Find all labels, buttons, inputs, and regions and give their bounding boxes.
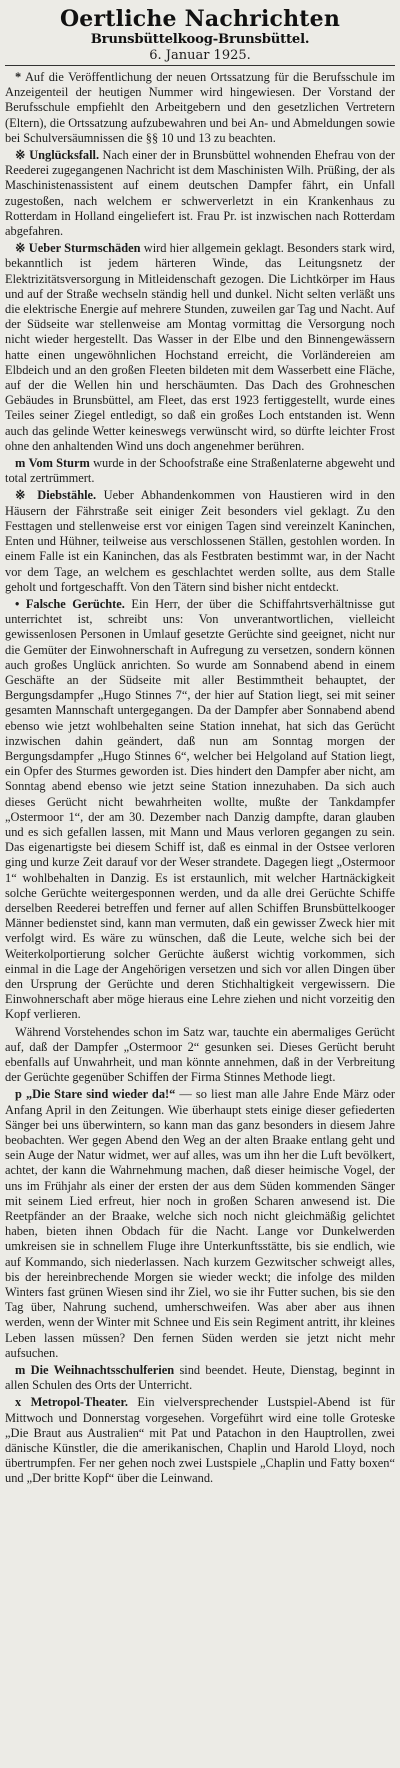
article-mark: *	[15, 70, 22, 84]
article-mark: x	[15, 1395, 22, 1410]
article-heading: Die Weihnachtsschulferien	[30, 1363, 175, 1378]
article-heading: Metropol-Theater.	[30, 1395, 128, 1410]
article-text: — so liest man alle Jahre Ende März oder Anfang April in den Zeitungen. Wie überhaupt stets einige dieser gefiederten Sänger bei uns überwintern, so kann man das ganz besonders in diesem Jahre beobachten. Wer gegen Abend den Weg an der alten Braake entlang geht und sein Auge der Natur widmet, wer auf alles, was um ihn her die Luft bevölkert, achtet, der kann die Wahrnehmung machen, daß dieser heimische Vogel, der uns im Frühjahr als einer der ersten der aus dem Süden kommenden Sänger mit seinem Lied erfreut, hier noch in großen Scharen anwesend ist. Die Reetpfänder an der Braake, welche sich noch nicht gleichmäßig gelichtet haben, bieten ihnen Obdach für die Nacht. Lange vor Dunkelwerden umkreisen sie in schnellem Fluge ihre Unterkunftsstätte, bis sie endlich, wie auf Kommando, sich niederlassen. Nach kurzem Gezwitscher schweigt alles, bis der hereinbrechende Morgen sie wieder weckt; die infolge des milden Winters fast grünen Wiesen sind ihr Ziel, wo sie ihr Futter suchen, bis sie den Tag über, Nahrung suchend, umherschweifen. Was aber aber aus ihnen werden, wenn der Winter mit Schnee und Eis sein Regiment antritt, ihr kleines Leben lassen müssen? Den fernen Süden werden sie jetzt nicht mehr aufsuchen.	[5, 1087, 395, 1360]
article-column	[5, 70, 395, 1487]
article-text: sind beendet. Heute, Dienstag, beginnt in allen Schulen des Orts der Unterricht.	[5, 1363, 395, 1393]
article-heading: „Die Stare sind wieder da!“	[25, 1087, 176, 1102]
article-vom-sturm	[5, 456, 395, 486]
article-heading: Vom Sturm	[28, 456, 90, 471]
article-text: wird hier allgemein geklagt. Besonders stark wird, bekanntlich ist jedem härteren Winde, das Leitungsnetz der Elektrizitätsversorgung in Mitleidenschaft gezogen. Die Lichtkörper im Haus und auf der Straße wechseln ständig hell und dunkel. Nicht selten verläßt uns die elektrische Energie auf mehrere Stunden, zuweilen gar Tag und Nacht. Auf der Südseite war stellenweise am Montag vormittag die Versorgung noch nicht wieder hergestellt. Das Wasser in der Elbe und den Binnengewässern hatte einen ungewöhnlichen Hochstand erreicht, die Vorländereien am Elbdeich und an den großen Fleeten bildeten mit dem Wasserbett eine Fläche, auf der die Wellen hin und herschäumten. Das Dach des Grohneschen Gebäudes in Brunsbüttel, am Fleet, das erst 1923 fertiggestellt, wurde eines Teiles seiner Ziegel entledigt, so daß ein großes Loch entstanden ist. Wenn auch das gelinde Wetter keineswegs verwünscht wird, so dürfte leichter Frost ohne den anhaltenden Wind uns doch angenehmer berühren.	[5, 241, 395, 453]
article-metropol-theater	[5, 1395, 395, 1486]
article-falsche-geruechte	[5, 597, 395, 1023]
article-notice-berufsschule	[5, 70, 395, 146]
article-text: Ein Herr, der über die Schiffahrtsverhältnisse gut unterrichtet ist, schreibt uns: Von unverantwortlichen, vielleicht gewissenlosen Personen in Umlauf gesetzte Gerüchte sind geeignet, nicht nur die Gemüter der Einwohnerschaft in Aufregung zu versetzen, sondern können auch großes Unglück anrichten. So wurde am Sonnabend abend in einem Geschäfte an der Südseite mit aller Bestimmtheit behauptet, der Bergungsdampfer „Hugo Stinnes 7“, der hier auf Station liegt, sei mit seiner gesamten Mannschaft untergegangen. Da der Dampfer aber Sonnabend abend ebenso wie jetzt wohlbehalten seine Station innehat, hat sich das Gerücht inzwischen dahin geändert, daß nun am Sonntag morgen der Bergungsdampfer „Hugo Stinnes 6“, welcher bei Helgoland auf Station liegt, ein Opfer des Sturmes geworden ist. Dies hindert den Dampfer aber nicht, am Sonntag abend ebenso wie jetzt seine Station innezuhaben. Da sich auch dieses Gerücht nicht bewahrheiten wollte, mußte der Tankdampfer „Ostermoor 1“, der am 30. Dezember nach Danzig dampfte, daran glauben und es sich gefallen lassen, mit Mann und Maus verloren gegangen zu sein. Das eigenartigste bei diesem Schiff ist, daß es einmal in der Ostsee verloren ging und kurze Zeit darauf vor der Weser strandete. Dagegen liegt „Ostermoor 1“ wohlbehalten in Danzig. Es ist erstaunlich, mit welcher Hartnäckigkeit solche Gerüchte weitergesponnen werden, und da alle drei Gerüchte Schiffe derselben Reederei betreffen und ferner auf allen Schiffen Brunsbüttelkooger Männer bedienstet sind, kann man vermuten, daß ein gewisser Zweck hier mit verfolgt wird. Es wäre zu wünschen, daß die Leute, welche sich bei der Weiterkolportierung solcher Gerüchte äußerst wichtig vorkommen, sich einmal in die Lage der Angehörigen versetzen und sich vor allen Dingen über den Ursprung der Gerüchte und deren Stichhaltigkeit vergewissern. Die Einwohnerschaft aber möge hieraus eine Lehre ziehen und nicht vorzeitig den Kopf verlieren.	[5, 596, 395, 1022]
article-mark: ※	[15, 148, 26, 163]
article-heading: Diebstähle.	[37, 488, 97, 503]
article-mark: ※	[15, 241, 26, 256]
article-text: Auf die Veröffentlichung der neuen Ortssatzung für die Berufsschule im Anzeigenteil der heutigen Nummer wird hingewiesen. Der Vorstand der Berufsschule empfiehlt den Arbeitgebern und den gesetzlichen Vertretern (Eltern), die Ortssatzung aufzubewahren und bei An- und Abmeldungen sowie bei Schulversäumnissen die §§ 10 und 13 zu beachten.	[5, 70, 395, 145]
article-heading: Ueber Sturmschäden	[28, 241, 141, 256]
article-mark: m	[15, 1363, 26, 1378]
masthead	[5, 6, 395, 63]
article-nachtrag	[5, 1025, 395, 1086]
article-text: wurde in der Schoofstraße eine Straßenlaterne abgeweht und total zertrümmert.	[5, 456, 395, 486]
article-mark: m	[15, 456, 26, 471]
article-text: Während Vorstehendes schon im Satz war, tauchte ein abermaliges Gerücht auf, daß der Dampfer „Ostermoor 2“ gesunken sei. Dieses Gerücht beruht ebenfalls auf Unwahrheit, und man könnte annehmen, daß in der Verbreitung der Gerüchte gegenüber Schiffen der Firma Stinnes Methode liegt.	[5, 1024, 395, 1085]
page-title: Oertliche Nachrichten	[59, 6, 341, 32]
article-heading: Unglücksfall.	[29, 148, 100, 163]
article-sturmschaeden	[5, 241, 395, 454]
article-schulferien	[5, 1363, 395, 1393]
article-unfall	[5, 148, 395, 239]
article-text: Ueber Abhandenkommen von Haustieren wird in den Häusern der Fährstraße seit einiger Zeit besonders viel geklagt. Zu den Festtagen und stellenweise erst vor einigen Tagen sind vereinzelt Kaninchen, Enten und Hühner, teilweise aus verschlossenen Ställen, gestohlen worden. In einem Falle ist ein Kaninchen, das als Festbraten bestimmt war, in der Nacht vor dem Tage, an welchem es geschlachtet werden sollte, aus dem Stalle geholt und fortgeschafft. Von den Tätern sind bisher nicht entdeckt.	[5, 488, 395, 594]
page-subtitle: Brunsbüttelkoog-Brunsbüttel.	[90, 32, 310, 47]
article-stare	[5, 1087, 395, 1361]
article-heading: Falsche Gerüchte.	[25, 596, 125, 611]
article-text: Nach einer der in Brunsbüttel wohnenden Ehefrau von der Reederei zugegangenen Nachricht ist dem Maschinisten Wilh. Prüßing, der als Maschinistenassistent auf einem deutschen Dampfer fährt, ein Unfall zugestoßen, nach welchem er schwerverletzt in ein Krankenhaus zu Rotterdam in Holland eingeliefert ist. Frau Pr. ist inzwischen nach Rotterdam abgefahren.	[5, 148, 395, 239]
article-text: Ein vielversprechender Lustspiel-Abend ist für Mittwoch und Donnerstag vorgesehen. Vorgeführt wird eine tolle Groteske „Die Braut aus Australien“ mit Pat und Patachon in den Hauptrollen, zwei dänische Künstler, die die amerikanischen, Chaplin und Harold Lloyd, noch übertrumpfen. Fer ner gehen noch zwei Lustspiele „Chaplin und Fatty boxen“ und „Der britte Kopf“ über die Leinwand.	[5, 1395, 395, 1486]
article-mark: ※	[15, 488, 30, 503]
dateline: 6. Januar 1925.	[149, 48, 251, 63]
article-mark: •	[15, 596, 20, 611]
article-mark: p	[15, 1087, 22, 1102]
header-rule	[5, 65, 395, 66]
article-diebstaehle	[5, 488, 395, 594]
